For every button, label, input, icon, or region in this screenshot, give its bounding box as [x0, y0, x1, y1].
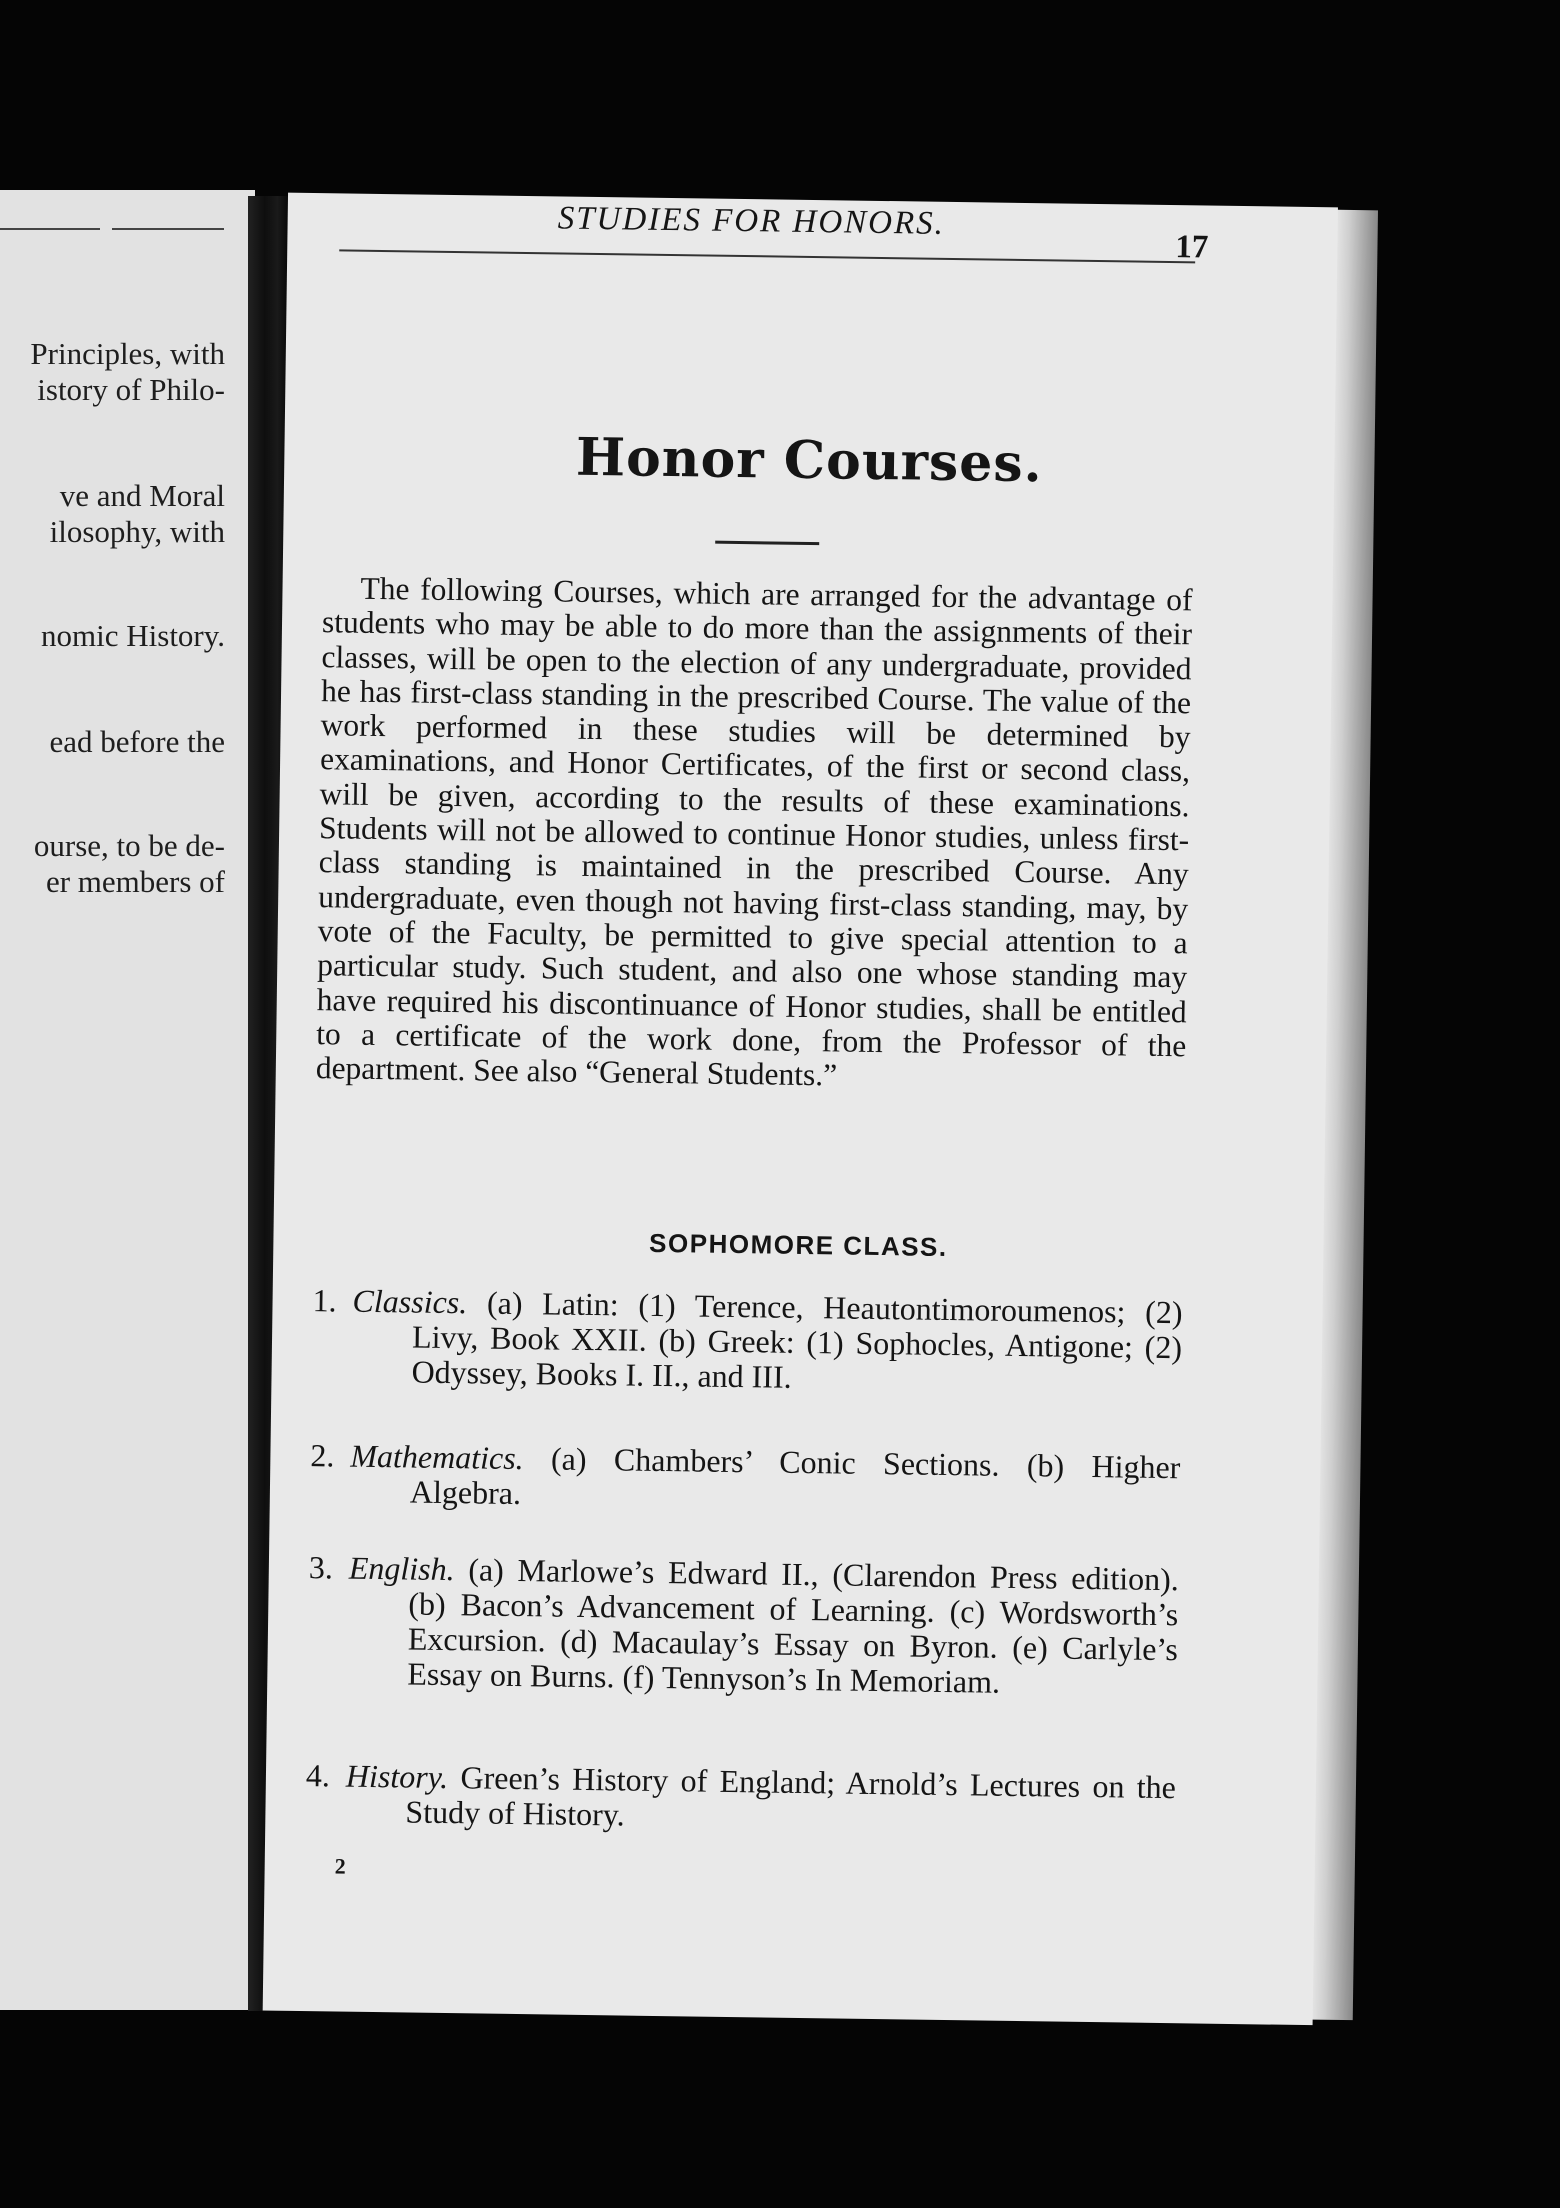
- header-rule: [339, 249, 1195, 263]
- course-number: 1.: [312, 1282, 337, 1319]
- course-number: 3.: [308, 1549, 334, 1586]
- course-description: (a) Chambers’ Conic Sections. (b) Higher Algebra.: [409, 1440, 1181, 1512]
- left-header-rule: [112, 228, 224, 230]
- course-subject: English.: [348, 1549, 455, 1588]
- course-description: (a) Latin: (1) Terence, Heautontimoroumenos; (2) Livy, Book XXII. (b) Greek: (1) Sophocles, Antigone; (2) Odyssey, Books I. II., and III.: [411, 1284, 1183, 1395]
- intro-paragraph: The following Courses, which are arranged for the advantage of students who may be able to do more than the assignments of their classes, will be open to the election of any undergraduate, provided he has first-class standing in the prescribed Course. The value of the work performed in these studies will be determined by examinations, and Honor Certificates, of the first or second class, will be given, according to the results of these examinations. Students will not be allowed to continue Honor studies, unless first-class standing is maintained in the prescribed Course. Any undergraduate, even though not having first-class standing, may, by vote of the Faculty, be permitted to give special attention to a particular study. Such student, and also one whose standing may have required his discontinuance of Honor studies, shall be entitled to a certificate of the work done, from the Professor of the department. See also “General Students.”: [315, 570, 1193, 1093]
- course-item: [305, 1758, 1176, 1840]
- left-page-line: er members of: [45, 864, 225, 899]
- page-title: Honor Courses.: [575, 426, 1044, 495]
- course-subject: Mathematics.: [350, 1437, 524, 1477]
- left-header-rule: [0, 228, 100, 230]
- course-description: (a) Marlowe’s Edward II., (Clarendon Press edition). (b) Bacon’s Advancement of Learning. (c) Wordsworth’s Excursion. (d) Macaulay’s Essay on Byron. (e) Carlyle’s Essay on Burns. (f) Tennyson’s In Memoriam.: [407, 1551, 1180, 1700]
- course-number: 2.: [310, 1437, 335, 1474]
- running-head: STUDIES FOR HONORS.: [557, 200, 946, 242]
- left-page-line: ilosophy, with: [49, 514, 225, 549]
- right-page: [263, 193, 1338, 2025]
- course-item: [310, 1438, 1181, 1520]
- left-page-line: istory of Philo-: [37, 372, 225, 407]
- signature-mark: 2: [334, 1853, 346, 1879]
- section-heading: SOPHOMORE CLASS.: [648, 1227, 948, 1262]
- course-description: Green’s History of England; Arnold’s Lectures on the Study of History.: [405, 1759, 1177, 1833]
- course-number: 4.: [305, 1757, 331, 1794]
- title-divider: [715, 541, 819, 545]
- page-number: 17: [1175, 229, 1209, 266]
- course-item: [307, 1550, 1179, 1702]
- course-item: [311, 1283, 1182, 1400]
- course-subject: Classics.: [352, 1282, 468, 1321]
- left-page-line: ve and Moral: [59, 478, 225, 513]
- left-page: [0, 190, 255, 2010]
- course-subject: History.: [345, 1757, 449, 1796]
- left-page-line: Principles, with: [30, 336, 225, 371]
- left-page-line: nomic History.: [41, 618, 225, 653]
- left-page-line: ead before the: [49, 724, 225, 759]
- left-page-line: ourse, to be de-: [33, 828, 225, 863]
